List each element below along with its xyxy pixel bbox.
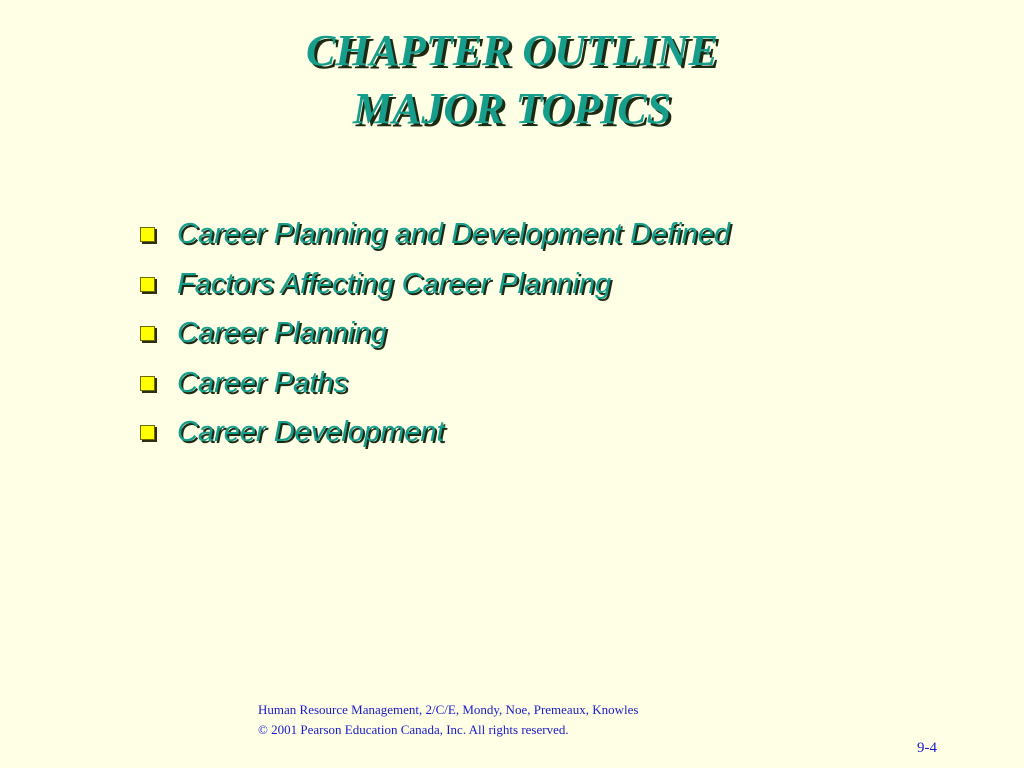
square-bullet-icon: [140, 326, 155, 341]
list-item-label: Career Planning and Development Defined: [177, 218, 730, 251]
slide-title: [0, 22, 1024, 138]
title-line-2: MAJOR TOPICS: [352, 84, 672, 133]
list-item-label: Career Planning: [177, 317, 387, 350]
square-bullet-icon: [140, 277, 155, 292]
list-item-label: Career Development: [177, 416, 445, 449]
list-item: [140, 359, 730, 409]
topic-list: [140, 210, 730, 458]
footer-citation: Human Resource Management, 2/C/E, Mondy, Noe, Premeaux, Knowles: [258, 702, 639, 717]
footer-copyright: © 2001 Pearson Education Canada, Inc. All rights reserved.: [258, 722, 569, 737]
list-item-label: Career Paths: [177, 366, 348, 399]
square-bullet-icon: [140, 425, 155, 440]
square-bullet-icon: [140, 376, 155, 391]
page-number: 9-4: [917, 740, 937, 756]
square-bullet-icon: [140, 227, 155, 242]
list-item: [140, 210, 730, 260]
list-item: [140, 260, 730, 310]
list-item: [140, 309, 730, 359]
title-line-1: CHAPTER OUTLINE: [306, 26, 718, 75]
slide-footer: [258, 700, 638, 740]
list-item: [140, 408, 730, 458]
list-item-label: Factors Affecting Career Planning: [177, 267, 612, 300]
